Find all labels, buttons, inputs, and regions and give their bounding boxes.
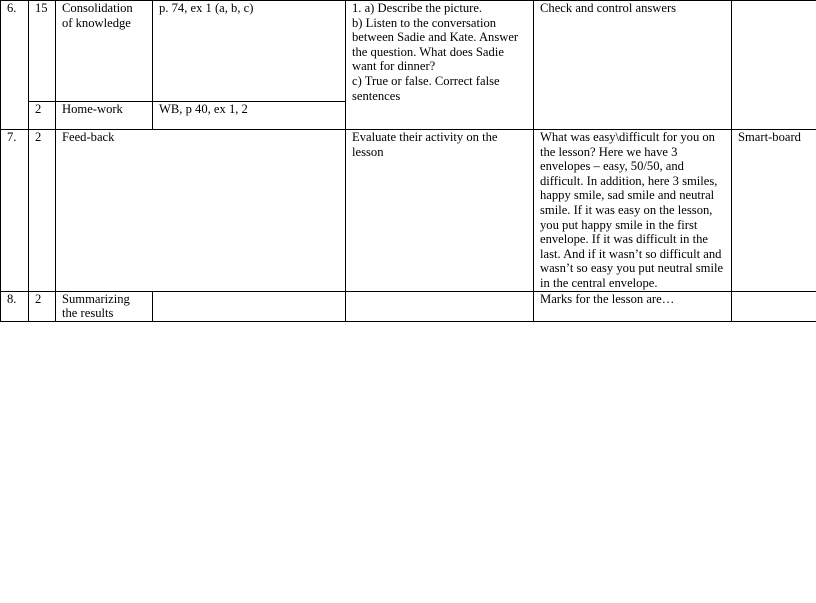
- stage-cell: [56, 1, 153, 102]
- activity-line: c) True or false. Correct false sentences: [352, 73, 500, 103]
- source: p. 74, ex 1 (a, b, c): [159, 1, 254, 15]
- teacher-activity: What was easy\difficult for you on the lesson? Here we have 3 envelopes – easy, 50/50, and difficult. In addition, here 3 smiles, happy smile, sad smile and neutral smile. If it was easy on the lesson, you put happy smile in the first envelope. If it was difficult in the last. And if it wasn’t so difficult and wasn’t so easy you put neutral smile in the central envelope.: [540, 130, 724, 290]
- source-cell: [153, 1, 346, 102]
- teacher-cell: [534, 1, 732, 130]
- activity-cell: [346, 291, 534, 321]
- stage-number-cell: [1, 130, 29, 292]
- teacher-cell: [534, 291, 732, 321]
- stage-number-cell: [1, 291, 29, 321]
- minutes-cell: [29, 130, 56, 292]
- stage-name: Consolidation of knowledge: [62, 1, 133, 30]
- resources: Smart-board: [738, 130, 801, 144]
- minutes: 2: [35, 102, 42, 116]
- stage-name: Summarizing the results: [62, 291, 130, 321]
- source-cell: [153, 102, 346, 130]
- activity-cell: [346, 1, 534, 130]
- teacher-cell: [534, 130, 732, 292]
- minutes: 2: [35, 130, 42, 144]
- minutes: 2: [35, 291, 42, 306]
- stage-cell: [56, 291, 153, 321]
- teacher-activity: Marks for the lesson are…: [540, 291, 675, 306]
- minutes-cell: [29, 1, 56, 102]
- stage-number-cell: [1, 1, 29, 130]
- stage-cell: [56, 102, 153, 130]
- activity-line: Evaluate their activity on the lesson: [352, 130, 498, 159]
- minutes: 15: [35, 1, 48, 15]
- table-row: [1, 130, 816, 292]
- activity-line: b) Listen to the conversation between Sadie and Kate. Answer the question. What does Sadie want for dinner?: [352, 15, 519, 74]
- source-cell: [153, 291, 346, 321]
- stage-name: Feed-back: [62, 130, 115, 144]
- stage-number: 8.: [7, 291, 17, 306]
- resources-cell: [732, 291, 816, 321]
- teacher-activity: Check and control answers: [540, 1, 677, 15]
- stage-cell: [56, 130, 346, 292]
- minutes-cell: [29, 102, 56, 130]
- resources-cell: [732, 130, 816, 292]
- resources-cell: [732, 1, 816, 130]
- table-row: [1, 1, 816, 102]
- activity-cell: [346, 130, 534, 292]
- activity-line: 1. a) Describe the picture.: [352, 1, 483, 15]
- source: WB, p 40, ex 1, 2: [159, 102, 248, 116]
- minutes-cell: [29, 291, 56, 321]
- table-row: [1, 291, 816, 321]
- stage-number: 6.: [7, 1, 17, 15]
- stage-name: Home-work: [62, 102, 123, 116]
- stage-number: 7.: [7, 130, 17, 144]
